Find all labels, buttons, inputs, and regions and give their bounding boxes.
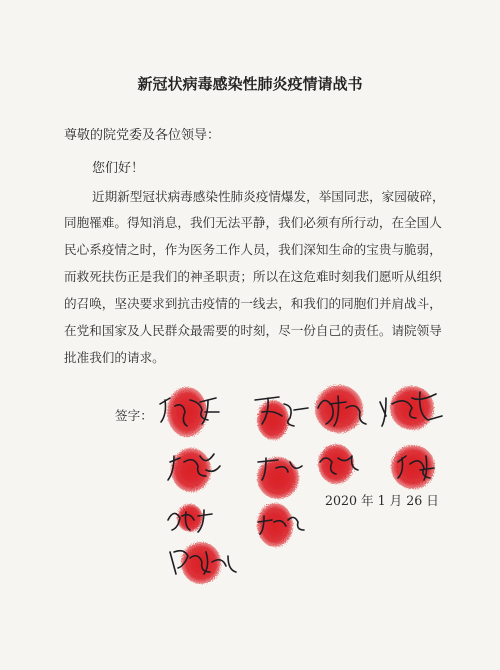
fingerprint-stamp xyxy=(257,457,299,499)
body-line-2: 同胞罹难。得知消息，我们无法平静，我们必须有所行动，在全国人 xyxy=(64,215,442,230)
fingerprint-stamp xyxy=(391,445,435,489)
document-title: 新冠状病毒感染性肺炎疫情请战书 xyxy=(137,75,363,93)
fingerprint-stamp xyxy=(177,504,203,532)
fingerprint-stamp xyxy=(318,444,354,484)
fingerprint-stamp xyxy=(390,386,434,430)
salutation: 尊敬的院党委及各位领导： xyxy=(64,128,221,143)
fingerprint-stamp xyxy=(171,448,211,492)
signature-label: 签字： xyxy=(115,408,153,423)
body-line-4: 而救死扶伤正是我们的神圣职责；所以在这危难时刻我们愿听从组织 xyxy=(64,269,442,284)
fingerprint-stamp xyxy=(167,387,207,437)
fingerprint-stamp xyxy=(315,385,363,433)
greeting: 您们好！ xyxy=(92,161,145,176)
fingerprint-stamp xyxy=(257,503,293,547)
body-line-6: 在党和国家及人民群众最需要的时刻，尽一份自己的责任。请院领导 xyxy=(64,323,442,338)
document-date: 2020 年 1 月 26 日 xyxy=(325,493,439,508)
body-line-5: 的召唤，坚决要求到抗击疫情的一线去，和我们的同胞们并肩战斗， xyxy=(64,296,442,311)
body-line-1: 近期新型冠状病毒感染性肺炎疫情爆发，举国同悲，家园破碎， xyxy=(92,189,445,204)
fingerprint-stamp xyxy=(257,400,289,440)
fingerprint-stamp xyxy=(181,542,221,584)
body-line-7: 批准我们的请求。 xyxy=(64,350,165,365)
body-line-3: 民心系疫情之时，作为医务工作人员，我们深知生命的宝贵与脆弱， xyxy=(64,242,442,257)
